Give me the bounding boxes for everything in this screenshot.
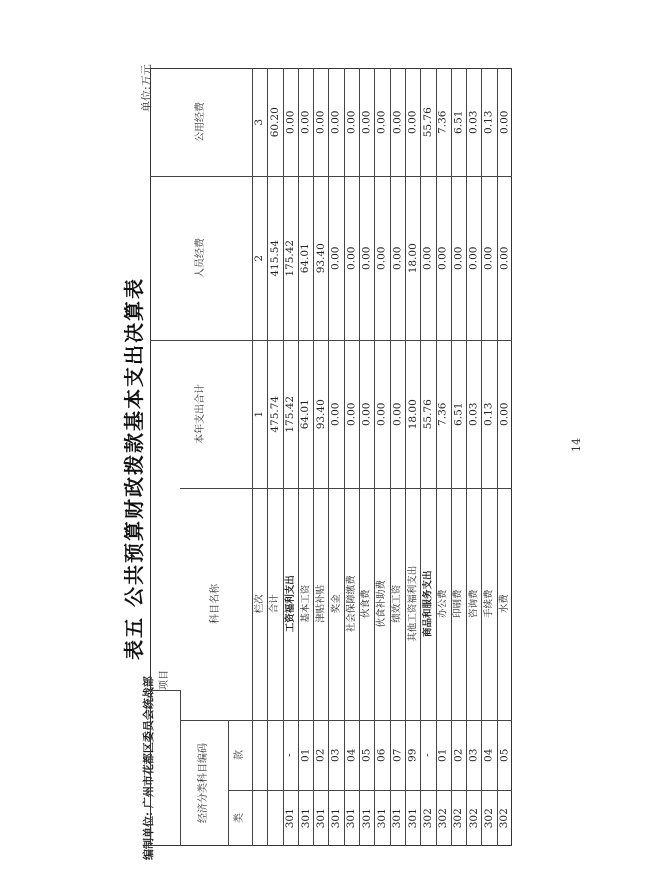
cell-total bbox=[436, 340, 451, 488]
cell-public bbox=[436, 68, 451, 176]
cell-kuan-text: 02 bbox=[452, 748, 465, 762]
cell-kuan-text: 03 bbox=[467, 748, 480, 762]
cell-public bbox=[497, 68, 512, 176]
cell-lei-text: 302 bbox=[421, 807, 434, 829]
cell-personnel-text: 0.00 bbox=[467, 246, 480, 270]
cell-lei bbox=[283, 790, 298, 846]
cell-public bbox=[420, 68, 435, 176]
cell-total bbox=[344, 340, 359, 488]
cell-lei bbox=[436, 790, 451, 846]
cell-kuan bbox=[298, 720, 313, 790]
cell-public bbox=[390, 68, 405, 176]
cell-personnel-text: 0.00 bbox=[498, 246, 511, 270]
cell-kuan bbox=[267, 720, 282, 790]
cell-public bbox=[344, 68, 359, 176]
cell-personnel-text: 0.00 bbox=[482, 246, 495, 270]
cell-public bbox=[283, 68, 298, 176]
cell-kuan bbox=[374, 720, 389, 790]
cell-total bbox=[252, 340, 267, 488]
cell-total bbox=[466, 340, 481, 488]
cell-public-text: 7.36 bbox=[436, 110, 449, 134]
cell-item-name-text: 津贴补贴 bbox=[315, 584, 327, 624]
cell-item-name-text: 伙食费 bbox=[360, 589, 372, 619]
cell-item-name bbox=[298, 488, 313, 720]
cell-total bbox=[359, 340, 374, 488]
cell-public bbox=[359, 68, 374, 176]
cell-lei bbox=[481, 790, 496, 846]
cell-lei-text: 301 bbox=[391, 807, 404, 829]
cell-item-name-text: 绩效工资 bbox=[391, 584, 403, 624]
cell-total-text: 0.00 bbox=[360, 402, 373, 426]
cell-personnel-text: 64.01 bbox=[299, 242, 312, 274]
cell-total-text: 0.13 bbox=[482, 402, 495, 426]
cell-personnel-text: 0.00 bbox=[345, 246, 358, 270]
cell-total bbox=[374, 340, 389, 488]
organization-label: 编制单位: 广州市花都区委员会统战部 bbox=[142, 676, 155, 860]
cell-kuan-text: 06 bbox=[375, 748, 388, 762]
header-kuan-text: 款 bbox=[234, 750, 245, 760]
cell-kuan bbox=[436, 720, 451, 790]
page-title: 表五 公共预算财政拨款基本支出决算表 bbox=[122, 277, 146, 660]
cell-lei-text: 302 bbox=[482, 807, 495, 829]
cell-kuan-text: 05 bbox=[360, 748, 373, 762]
cell-personnel bbox=[451, 176, 466, 340]
cell-public bbox=[405, 68, 420, 176]
cell-public-text: 0.00 bbox=[314, 110, 327, 134]
cell-personnel bbox=[328, 176, 343, 340]
cell-item-name-text: 印刷费 bbox=[452, 589, 464, 619]
cell-personnel bbox=[481, 176, 496, 340]
cell-lei bbox=[267, 790, 282, 846]
cell-total-text: 1 bbox=[253, 410, 266, 418]
cell-lei bbox=[359, 790, 374, 846]
cell-personnel-text: 0.00 bbox=[421, 246, 434, 270]
header-public bbox=[150, 68, 252, 176]
cell-personnel bbox=[267, 176, 282, 340]
cell-public-text: 0.03 bbox=[467, 110, 480, 134]
cell-item-name-text: 伙食补助费 bbox=[376, 580, 388, 628]
header-project bbox=[150, 650, 180, 710]
header-public-text: 公用经费 bbox=[195, 102, 206, 142]
cell-public bbox=[481, 68, 496, 176]
cell-public bbox=[252, 68, 267, 176]
cell-kuan-text: 07 bbox=[391, 748, 404, 762]
cell-item-name bbox=[390, 488, 405, 720]
cell-kuan-text: 04 bbox=[345, 748, 358, 762]
cell-personnel bbox=[497, 176, 512, 340]
cell-public-text: 0.00 bbox=[299, 110, 312, 134]
cell-total bbox=[390, 340, 405, 488]
cell-total-text: 64.01 bbox=[299, 398, 312, 430]
cell-total-text: 0.00 bbox=[345, 402, 358, 426]
cell-item-name-text: 合计 bbox=[269, 594, 281, 614]
cell-total-text: 0.00 bbox=[391, 402, 404, 426]
cell-item-name bbox=[267, 488, 282, 720]
cell-item-name-text: 水费 bbox=[498, 594, 510, 614]
cell-public-text: 0.13 bbox=[482, 110, 495, 134]
cell-total bbox=[298, 340, 313, 488]
cell-lei-text: 301 bbox=[406, 807, 419, 829]
cell-public-text: 0.00 bbox=[283, 110, 296, 134]
cell-item-name bbox=[497, 488, 512, 720]
cell-lei bbox=[497, 790, 512, 846]
cell-public-text: 55.76 bbox=[421, 106, 434, 138]
cell-total-text: 0.03 bbox=[467, 402, 480, 426]
cell-total bbox=[420, 340, 435, 488]
cell-kuan bbox=[359, 720, 374, 790]
cell-item-name bbox=[436, 488, 451, 720]
cell-item-name-text: 工资福利支出 bbox=[284, 575, 296, 633]
cell-lei bbox=[405, 790, 420, 846]
cell-item-name-text: 栏次 bbox=[253, 594, 265, 614]
cell-personnel bbox=[252, 176, 267, 340]
cell-lei-text: 301 bbox=[345, 807, 358, 829]
cell-kuan-text: 99 bbox=[406, 748, 419, 762]
cell-personnel bbox=[436, 176, 451, 340]
cell-kuan bbox=[313, 720, 328, 790]
header-lei bbox=[228, 790, 252, 846]
cell-lei-text: 301 bbox=[314, 807, 327, 829]
cell-lei bbox=[344, 790, 359, 846]
cell-kuan-text: 03 bbox=[329, 748, 342, 762]
cell-kuan bbox=[451, 720, 466, 790]
cell-personnel bbox=[420, 176, 435, 340]
cell-kuan bbox=[420, 720, 435, 790]
cell-lei-text: 302 bbox=[498, 807, 511, 829]
cell-kuan bbox=[466, 720, 481, 790]
cell-personnel-text: 0.00 bbox=[375, 246, 388, 270]
cell-item-name-text: 商品和服务支出 bbox=[422, 570, 434, 638]
header-econ-code bbox=[180, 720, 228, 846]
header-project-text: 项目 bbox=[159, 670, 170, 690]
cell-item-name bbox=[252, 488, 267, 720]
cell-item-name bbox=[374, 488, 389, 720]
cell-kuan-text: - bbox=[283, 753, 296, 757]
cell-total bbox=[267, 340, 282, 488]
cell-item-name bbox=[481, 488, 496, 720]
cell-public bbox=[328, 68, 343, 176]
cell-public-text: 0.00 bbox=[345, 110, 358, 134]
cell-kuan bbox=[283, 720, 298, 790]
cell-lei-text: 301 bbox=[299, 807, 312, 829]
unit-label: 单位:万元 bbox=[140, 64, 153, 112]
cell-personnel bbox=[298, 176, 313, 340]
cell-total-text: 18.00 bbox=[406, 398, 419, 430]
cell-total bbox=[405, 340, 420, 488]
header-kuan bbox=[228, 720, 252, 790]
header-econ-code-text: 经济分类科目编码 bbox=[198, 743, 209, 823]
header-personnel-text: 人员经费 bbox=[195, 238, 206, 278]
cell-kuan bbox=[481, 720, 496, 790]
cell-kuan bbox=[344, 720, 359, 790]
cell-lei bbox=[252, 790, 267, 846]
cell-item-name-text: 基本工资 bbox=[299, 584, 311, 624]
cell-item-name-text: 咨询费 bbox=[468, 589, 480, 619]
cell-lei bbox=[328, 790, 343, 846]
cell-public-text: 0.00 bbox=[375, 110, 388, 134]
cell-total-text: 0.00 bbox=[329, 402, 342, 426]
cell-item-name bbox=[283, 488, 298, 720]
cell-lei bbox=[466, 790, 481, 846]
cell-personnel-text: 0.00 bbox=[360, 246, 373, 270]
cell-total-text: 55.76 bbox=[421, 398, 434, 430]
cell-kuan bbox=[497, 720, 512, 790]
cell-personnel bbox=[405, 176, 420, 340]
cell-personnel bbox=[283, 176, 298, 340]
header-item-name bbox=[180, 488, 252, 720]
cell-lei bbox=[313, 790, 328, 846]
cell-item-name bbox=[328, 488, 343, 720]
cell-public-text: 0.00 bbox=[498, 110, 511, 134]
cell-public-text: 0.00 bbox=[360, 110, 373, 134]
cell-kuan bbox=[390, 720, 405, 790]
cell-personnel-text: 0.00 bbox=[436, 246, 449, 270]
cell-public bbox=[374, 68, 389, 176]
cell-personnel-text: 0.00 bbox=[391, 246, 404, 270]
cell-kuan-text: - bbox=[421, 753, 434, 757]
cell-total bbox=[328, 340, 343, 488]
page-number: 14 bbox=[570, 438, 583, 452]
cell-item-name bbox=[405, 488, 420, 720]
cell-item-name bbox=[451, 488, 466, 720]
cell-personnel bbox=[359, 176, 374, 340]
cell-public bbox=[466, 68, 481, 176]
cell-lei bbox=[298, 790, 313, 846]
cell-lei-text: 301 bbox=[329, 807, 342, 829]
cell-lei-text: 302 bbox=[436, 807, 449, 829]
cell-lei bbox=[374, 790, 389, 846]
cell-public bbox=[267, 68, 282, 176]
cell-total bbox=[497, 340, 512, 488]
cell-item-name bbox=[344, 488, 359, 720]
cell-item-name-text: 手续费 bbox=[483, 589, 495, 619]
cell-public-text: 0.00 bbox=[329, 110, 342, 134]
cell-lei-text: 302 bbox=[467, 807, 480, 829]
cell-public-text: 0.00 bbox=[406, 110, 419, 134]
cell-lei-text: 302 bbox=[452, 807, 465, 829]
cell-personnel-text: 2 bbox=[253, 254, 266, 262]
cell-kuan-text: 01 bbox=[299, 748, 312, 762]
cell-total-text: 7.36 bbox=[436, 402, 449, 426]
cell-public-text: 6.51 bbox=[452, 110, 465, 134]
cell-kuan-text: 02 bbox=[314, 748, 327, 762]
cell-lei bbox=[420, 790, 435, 846]
cell-item-name bbox=[466, 488, 481, 720]
cell-kuan-text: 04 bbox=[482, 748, 495, 762]
header-item-name-text: 科目名称 bbox=[210, 584, 221, 624]
cell-total bbox=[451, 340, 466, 488]
cell-total bbox=[481, 340, 496, 488]
cell-kuan bbox=[405, 720, 420, 790]
cell-public bbox=[313, 68, 328, 176]
cell-total bbox=[283, 340, 298, 488]
cell-lei bbox=[390, 790, 405, 846]
cell-total-text: 0.00 bbox=[375, 402, 388, 426]
cell-personnel-text: 0.00 bbox=[329, 246, 342, 270]
cell-personnel-text: 0.00 bbox=[452, 246, 465, 270]
cell-item-name-text: 奖金 bbox=[330, 594, 342, 614]
cell-public bbox=[451, 68, 466, 176]
cell-kuan-text: 05 bbox=[498, 748, 511, 762]
header-total bbox=[150, 340, 252, 488]
header-lei-text: 类 bbox=[234, 813, 245, 823]
cell-item-name-text: 其他工资福利支出 bbox=[406, 565, 418, 643]
cell-item-name-text: 社会保障缴费 bbox=[345, 575, 357, 633]
cell-personnel-text: 18.00 bbox=[406, 242, 419, 274]
cell-kuan bbox=[252, 720, 267, 790]
cell-public bbox=[298, 68, 313, 176]
cell-total-text: 475.74 bbox=[268, 395, 281, 433]
cell-public-text: 0.00 bbox=[391, 110, 404, 134]
cell-personnel bbox=[466, 176, 481, 340]
cell-personnel bbox=[374, 176, 389, 340]
cell-total-text: 0.00 bbox=[498, 402, 511, 426]
cell-personnel-text: 415.54 bbox=[268, 239, 281, 277]
cell-lei-text: 301 bbox=[360, 807, 373, 829]
cell-item-name bbox=[359, 488, 374, 720]
cell-personnel-text: 93.40 bbox=[314, 242, 327, 274]
cell-lei bbox=[451, 790, 466, 846]
cell-item-name-text: 办公费 bbox=[437, 589, 449, 619]
cell-item-name bbox=[313, 488, 328, 720]
cell-total bbox=[313, 340, 328, 488]
cell-personnel-text: 175.42 bbox=[283, 239, 296, 277]
cell-total-text: 175.42 bbox=[283, 395, 296, 433]
cell-public-text: 60.20 bbox=[268, 106, 281, 138]
cell-kuan bbox=[328, 720, 343, 790]
cell-total-text: 93.40 bbox=[314, 398, 327, 430]
cell-personnel bbox=[390, 176, 405, 340]
cell-lei-text: 301 bbox=[283, 807, 296, 829]
cell-public-text: 3 bbox=[253, 118, 266, 126]
cell-personnel bbox=[344, 176, 359, 340]
header-personnel bbox=[150, 176, 252, 340]
cell-personnel bbox=[313, 176, 328, 340]
header-total-text: 本年支出合计 bbox=[195, 384, 206, 444]
cell-total-text: 6.51 bbox=[452, 402, 465, 426]
cell-item-name bbox=[420, 488, 435, 720]
cell-lei-text: 301 bbox=[375, 807, 388, 829]
cell-kuan-text: 01 bbox=[436, 748, 449, 762]
